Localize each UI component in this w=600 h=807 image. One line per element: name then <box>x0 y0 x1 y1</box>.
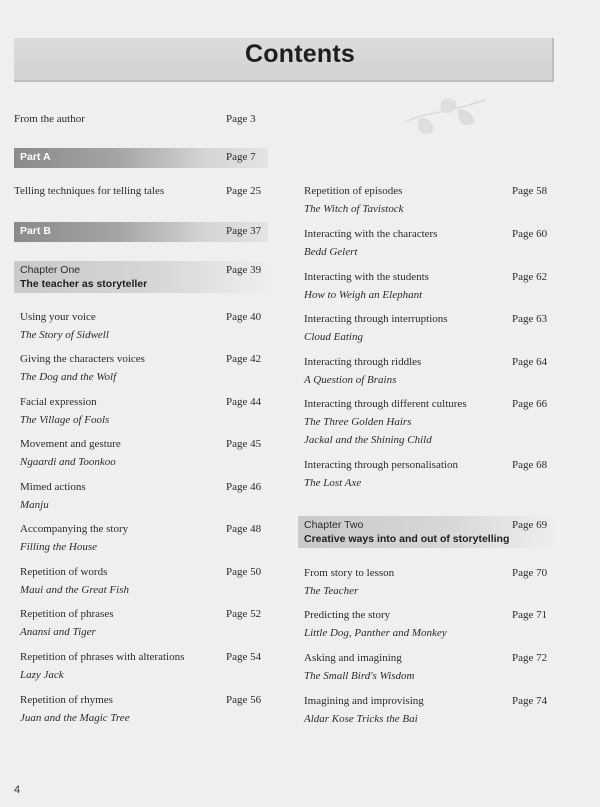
toc-entry[interactable] <box>304 227 564 263</box>
chapter-two-page: Page 69 <box>512 519 548 531</box>
entry-page: Page 74 <box>512 695 548 707</box>
entry-story: The Small Bird's Wisdom <box>304 670 415 682</box>
entry-story: The Witch of Tavistock <box>304 203 404 215</box>
entry-title: From the author <box>14 113 85 125</box>
toc-entry[interactable] <box>304 397 564 451</box>
page-title: Contents <box>245 40 355 68</box>
entry-title: Interacting through interruptions <box>304 313 448 325</box>
entry-title: Mimed actions <box>20 481 86 493</box>
entry-title: Interacting through personalisation <box>304 459 458 471</box>
entry-page: Page 62 <box>512 271 548 283</box>
part-b-page: Page 37 <box>226 225 262 237</box>
entry-page: Page 3 <box>226 113 256 125</box>
entry-title: Repetition of words <box>20 566 108 578</box>
toc-entry[interactable] <box>20 395 274 431</box>
entry-title: Accompanying the story <box>20 523 129 535</box>
toc-entry[interactable] <box>304 355 564 391</box>
entry-page: Page 50 <box>226 566 262 578</box>
entry-story: Aldar Kose Tricks the Bai <box>304 713 418 725</box>
toc-entry[interactable] <box>304 608 564 644</box>
entry-page: Page 71 <box>512 609 548 621</box>
entry-story: The Teacher <box>304 585 359 597</box>
leaf-illustration-icon <box>400 92 490 152</box>
entry-story: The Story of Sidwell <box>20 329 109 341</box>
toc-entry[interactable] <box>20 310 274 346</box>
entry-story: Little Dog, Panther and Monkey <box>304 627 447 639</box>
entry-title: Interacting through riddles <box>304 356 422 368</box>
entry-story: The Dog and the Wolf <box>20 371 117 383</box>
entry-page: Page 68 <box>512 459 548 471</box>
entry-story: Filling the House <box>20 541 97 553</box>
chapter-two-heading: Creative ways into and out of storytelling <box>304 533 510 545</box>
toc-entry[interactable] <box>20 480 274 516</box>
entry-story: Bedd Gelert <box>304 246 358 258</box>
entry-page: Page 58 <box>512 185 548 197</box>
entry-title: Movement and gesture <box>20 438 121 450</box>
toc-entry[interactable] <box>20 437 274 473</box>
entry-title: Interacting with the students <box>304 271 429 283</box>
entry-page: Page 40 <box>226 311 262 323</box>
entry-story-2: Jackal and the Shining Child <box>304 434 432 446</box>
entry-page: Page 72 <box>512 652 548 664</box>
entry-title: Imagining and improvising <box>304 695 424 707</box>
entry-title: Repetition of phrases with alterations <box>20 651 185 663</box>
entry-page: Page 48 <box>226 523 262 535</box>
chapter-one-page: Page 39 <box>226 264 262 276</box>
entry-title: From story to lesson <box>304 567 395 579</box>
entry-title: Giving the characters voices <box>20 353 145 365</box>
entry-page: Page 60 <box>512 228 548 240</box>
entry-story: The Lost Axe <box>304 477 362 489</box>
entry-story: Anansi and Tiger <box>20 626 96 638</box>
entry-page: Page 63 <box>512 313 548 325</box>
entry-title: Repetition of phrases <box>20 608 114 620</box>
entry-page: Page 42 <box>226 353 262 365</box>
part-a-banner[interactable] <box>14 148 268 168</box>
page-number: 4 <box>14 784 21 796</box>
entry-title: Interacting through different cultures <box>304 398 467 410</box>
entry-title: Using your voice <box>20 311 96 323</box>
entry-page: Page 54 <box>226 651 262 663</box>
entry-story: How to Weigh an Elephant <box>304 289 423 301</box>
toc-entry-telling-techniques[interactable] <box>14 184 274 200</box>
part-a-label: Part A <box>20 151 51 163</box>
toc-entry[interactable] <box>304 566 564 602</box>
chapter-one-banner[interactable] <box>14 261 268 293</box>
toc-entry[interactable] <box>304 458 564 494</box>
entry-story: Lazy Jack <box>20 669 64 681</box>
entry-story: The Village of Fools <box>20 414 110 426</box>
entry-story: A Question of Brains <box>304 374 397 386</box>
toc-entry[interactable] <box>20 522 274 558</box>
entry-page: Page 52 <box>226 608 262 620</box>
toc-entry[interactable] <box>304 270 564 306</box>
entry-title: Telling techniques for telling tales <box>14 185 165 197</box>
entry-page: Page 44 <box>226 396 262 408</box>
chapter-two-label: Chapter Two <box>304 519 364 531</box>
entry-page: Page 64 <box>512 356 548 368</box>
entry-title: Interacting with the characters <box>304 228 438 240</box>
toc-entry[interactable] <box>20 607 274 643</box>
part-b-label: Part B <box>20 225 51 237</box>
entry-title: Asking and imagining <box>304 652 402 664</box>
chapter-one-label: Chapter One <box>20 264 81 276</box>
toc-entry[interactable] <box>304 694 564 730</box>
chapter-two-banner[interactable] <box>298 516 554 548</box>
toc-entry[interactable] <box>304 184 564 220</box>
entry-story: Maui and the Great Fish <box>20 584 129 596</box>
entry-page: Page 45 <box>226 438 262 450</box>
entry-story: Cloud Eating <box>304 331 363 343</box>
entry-page: Page 70 <box>512 567 548 579</box>
part-a-page: Page 7 <box>226 151 256 163</box>
toc-entry-from-the-author[interactable] <box>14 112 274 128</box>
entry-page: Page 46 <box>226 481 262 493</box>
part-b-banner[interactable] <box>14 222 268 242</box>
entry-title: Predicting the story <box>304 609 391 621</box>
entry-title: Facial expression <box>20 396 97 408</box>
toc-entry[interactable] <box>20 352 274 388</box>
entry-story: The Three Golden Hairs <box>304 416 412 428</box>
toc-entry[interactable] <box>20 693 274 729</box>
entry-title: Repetition of episodes <box>304 185 403 197</box>
entry-page: Page 25 <box>226 185 262 197</box>
toc-entry[interactable] <box>304 312 564 348</box>
entry-page: Page 56 <box>226 694 262 706</box>
entry-story: Manju <box>20 499 49 511</box>
chapter-one-heading: The teacher as storyteller <box>20 278 148 290</box>
entry-story: Juan and the Magic Tree <box>20 712 130 724</box>
entry-page: Page 66 <box>512 398 548 410</box>
toc-entry[interactable] <box>20 565 274 601</box>
toc-entry[interactable] <box>20 650 274 686</box>
toc-entry[interactable] <box>304 651 564 687</box>
entry-story: Ngaardi and Toonkoo <box>20 456 116 468</box>
entry-title: Repetition of rhymes <box>20 694 113 706</box>
